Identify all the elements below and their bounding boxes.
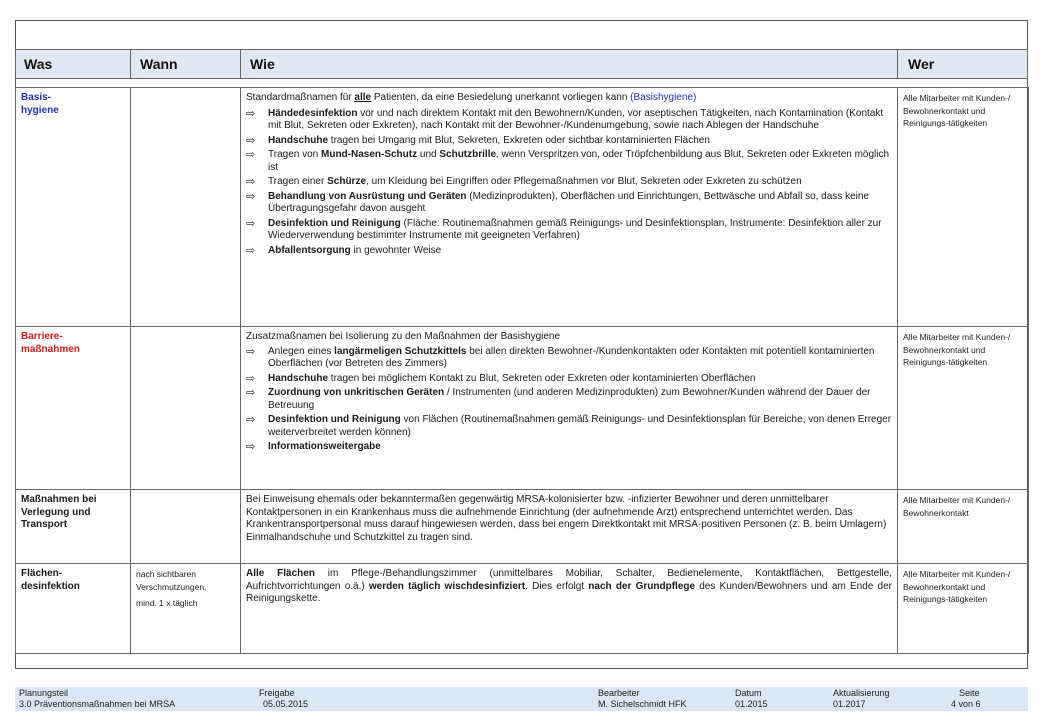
wer-cell: Alle Mitarbeiter mit Kunden-/ Bewohnerkontakt und Reinigungs-tätigkeiten xyxy=(898,327,1029,490)
table-row-basishygiene xyxy=(16,88,1029,327)
footer-aktualisierung-value: 01.2017 xyxy=(833,699,866,709)
label-line-2: maßnahmen xyxy=(21,343,80,355)
list-item: ⇨ Handschuhe tragen bei Umgang mit Blut, Sekreten, Exkreten oder sichtbar kontaminierten Flächen xyxy=(246,134,710,147)
label-line-2: hygiene xyxy=(21,104,59,116)
label-line-1: Barriere- xyxy=(21,331,63,342)
label-line-1: Flächen- xyxy=(21,568,63,579)
arrow-icon: ⇨ xyxy=(246,244,256,257)
list-item: ⇨ Desinfektion und Reinigung (Fläche: Routinemaßnahmen gemäß Reinigungs- und Desinfektionsplan, Instrumente: Desinfektion aller zur Wiederverwendung bestimmter Instrumente mit geeigneten Verfahren) xyxy=(246,217,882,241)
wann-line-2: mind. 1 x täglich xyxy=(136,598,198,608)
wer-cell: Alle Mitarbeiter mit Kunden-/ Bewohnerkontakt und Reinigungs-tätigkeiten xyxy=(898,564,1029,654)
arrow-icon: ⇨ xyxy=(246,107,256,120)
footer-datum-value: 01.2015 xyxy=(735,699,768,709)
arrow-icon: ⇨ xyxy=(246,176,256,188)
intro-text: Standardmaßnamen für alle Patienten, da eine Besiedelung unerkannt vorliegen kann (Basishygiene) xyxy=(246,92,697,103)
list-item: ⇨ Zuordnung von unkritischen Geräten / Instrumenten (und anderen Medizinprodukten) zum Bewohner/Kunden während der Dauer der Betreuung xyxy=(246,387,871,411)
header-wer: Wer xyxy=(908,56,935,72)
wer-cell: Alle Mitarbeiter mit Kunden-/ Bewohnerkontakt xyxy=(898,490,1029,564)
header-wie: Wie xyxy=(250,56,275,72)
was-cell xyxy=(16,88,131,327)
footer-planungsteil-header: Planungsteil xyxy=(19,688,69,698)
wer-cell: Alle Mitarbeiter mit Kunden-/ Bewohnerkontakt und Reinigungs-tätigkeiten xyxy=(898,88,1029,327)
wann-cell xyxy=(131,88,241,327)
footer-bearbeiter-header: Bearbeiter xyxy=(598,688,640,698)
footer-datum-header: Datum xyxy=(735,688,762,698)
was-cell xyxy=(16,564,131,654)
table-row-verlegung xyxy=(16,490,1029,564)
wie-cell xyxy=(241,327,898,490)
arrow-icon: ⇨ xyxy=(246,372,256,385)
list-item: ⇨ Abfallentsorgung in gewohnter Weise xyxy=(246,244,442,257)
arrow-icon: ⇨ xyxy=(246,134,256,147)
wie-cell xyxy=(241,88,898,327)
list-item: ⇨ Tragen einer Schürze, um Kleidung bei Eingriffen oder Pflegemaßnahmen vor Blut, Sekreten oder Exkreten zu schützen xyxy=(246,176,802,188)
arrow-icon: ⇨ xyxy=(246,387,256,399)
list-item: ⇨ Anlegen eines langärmeligen Schutzkittels bei allen direkten Bewohner-/Kundenkontakten oder Kontakten mit potentiell kontaminierten Oberflächen (vor Betreten des Zimmers) xyxy=(246,345,875,369)
wie-cell: Bei Einweisung ehemals oder bekanntermaßen gegenwärtig MRSA-kolonisierter bzw. -infizierter Bewohner und deren unmittelbarer Kontaktpersonen in ein Krankenhaus muss die aufnehmende Einrichtung (der aufnehmende Arzt) entsprechend unterrichtet werden. Das Krankentransportpersonal muss darauf hingewiesen werden, dass bei engem Direktkontakt mit MRSA-positiven Personen (z. B. beim Umlagern) Einmalhandschuhe und Schutzkittel zu tragen sind. xyxy=(241,490,898,564)
footer-seite-header: Seite xyxy=(959,688,980,698)
label-line-2: desinfektion xyxy=(21,580,80,592)
list-item: ⇨ Handschuhe tragen bei möglichem Kontakt zu Blut, Sekreten oder Exkreten oder kontaminierten Oberflächen xyxy=(246,372,756,385)
footer-seite-value: 4 von 6 xyxy=(951,699,981,709)
wann-cell xyxy=(131,327,241,490)
footer-freigabe-value: 05.05.2015 xyxy=(263,699,309,709)
label-line-1: Basis- xyxy=(21,92,52,103)
measures-table xyxy=(15,87,1029,654)
list-item: ⇨ Händedesinfektion vor und nach direktem Kontakt mit den Bewohnern/Kunden, vor aseptischen Tätigkeiten, nach Kontamination (Kontakt mit Blut, Sekreten oder Exkreten), nach Kontakt mit der Bewohner-/Kundenumgebung, sowie nach Ablegen der Handschuhe xyxy=(246,107,884,131)
table-row-flaechendesinfektion xyxy=(16,564,1029,654)
wann-line-1: nach sichtbaren Verschmutzungen, xyxy=(136,569,207,592)
list-item: ⇨ Behandlung von Ausrüstung und Geräten (Medizinprodukten), Oberflächen und Einrichtungen, Bettwäsche und Abfall so, dass keine Übertragungsgefahr davon ausgeht xyxy=(246,190,869,214)
arrow-icon: ⇨ xyxy=(246,190,256,203)
list-item: ⇨ Desinfektion und Reinigung von Flächen (Routinemaßnahmen gemäß Reinigungs- und Desinfektionsplan für Bereiche, von denen Erreger weiterverbreitet werden können) xyxy=(246,414,892,438)
header-was: Was xyxy=(24,56,53,72)
list-item: ⇨ Tragen von Mund-Nasen-Schutz und Schutzbrille, wenn Verspritzen von, oder Tröpfchenbildung aus Blut, Sekreten oder Exkreten möglich ist xyxy=(246,149,890,173)
footer-planungsteil-value: 3.0 Präventionsmaßnahmen bei MRSA xyxy=(19,699,176,709)
arrow-icon: ⇨ xyxy=(246,441,256,453)
was-cell: Maßnahmen bei Verlegung und Transport xyxy=(16,490,131,564)
list-item: ⇨ Informationsweitergabe xyxy=(246,441,381,453)
arrow-icon: ⇨ xyxy=(246,345,256,358)
arrow-icon: ⇨ xyxy=(246,414,256,426)
table-row-barrieremassnahmen xyxy=(16,327,1029,490)
wann-cell xyxy=(131,564,241,654)
intro-text: Zusatzmaßnamen bei Isolierung zu den Maßnahmen der Basishygiene xyxy=(246,331,561,342)
arrow-icon: ⇨ xyxy=(246,217,256,230)
footer-freigabe-header: Freigabe xyxy=(259,688,295,698)
header-wann: Wann xyxy=(140,56,178,72)
document-footer xyxy=(15,687,1028,711)
was-cell xyxy=(16,327,131,490)
wie-cell: Alle Flächen im Pflege-/Behandlungszimmer (unmittelbares Mobiliar, Schalter, Bedienelemente, Kontaktflächen, Bettgestelle, Aufrichtvorrichtungen o.ä.) werden täglich wischdesinfiziert. Dies erfolgt nach der Grundpflege des Kunden/Bewohners und am Ende der Reinigungskette. xyxy=(241,564,898,654)
footer-aktualisierung-header: Aktualisierung xyxy=(833,688,890,698)
wann-cell xyxy=(131,490,241,564)
table-header xyxy=(15,49,1028,79)
arrow-icon: ⇨ xyxy=(246,149,256,161)
footer-bearbeiter-value: M. Sichelschmidt HFK xyxy=(598,699,687,709)
